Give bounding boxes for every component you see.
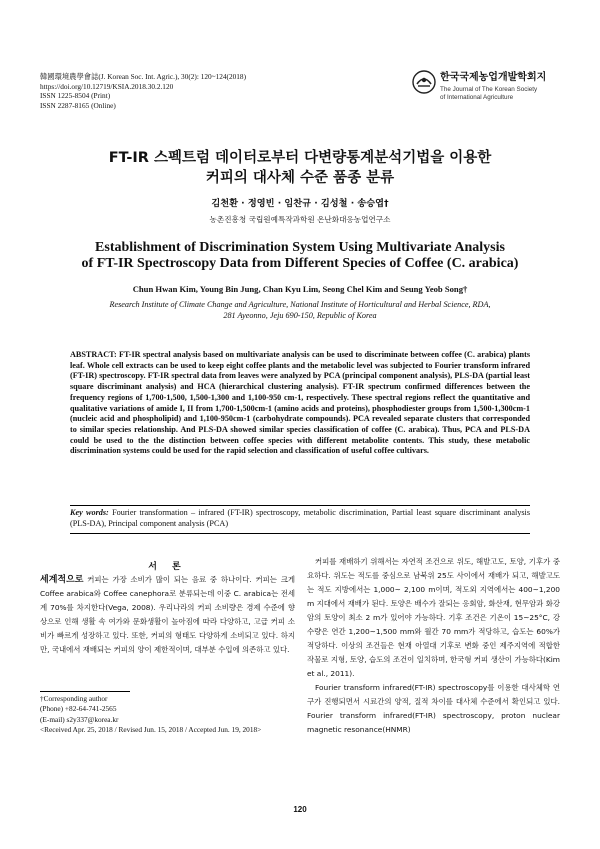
authors-korean: 김천환 · 정영빈 · 임찬규 · 김성철 · 송승엽† (211, 198, 389, 209)
intro-text-left: 커피는 가장 소비가 많이 되는 음료 중 하나이다. 커피는 크게 Coffee arabica와 Coffee canephora로 분류되는데 이중 C. arabica는 전세계 70%를 차지한다(Vega, 2008). 우리나라의 커피 소비량은 경제 수준에 향상으로 인해 생활 속 여가와 문화생활이 높아짐에 따라 다양하고, 고급 커피 소비가 빠르게 성장하고 있다. 또한, 커피의 형태도 다양하게 소비되고 있다. 하지만, 국내에서 재배되는 커피의 양이 제한적이며, 대부분 수입에 의존하고 있다. (40, 575, 295, 654)
issn-print: ISSN 1225-8504 (Print) (40, 91, 111, 101)
society-logo-icon (412, 70, 436, 94)
footnote: †Corresponding author (Phone) +82-64-741-2565 (E-mail) s2y337@korea.kr <Received Apr. 25, 2018 / Revised Jun. 15, 2018 / Accepted Jun. 19, 2018> (40, 694, 262, 734)
divider (70, 505, 530, 506)
title-english: Establishment of Discrimination System Using Multivariate Analysis of FT-IR Spectroscopy Data from Different Species of Coffee (C. arabica) (81, 240, 519, 271)
affiliation-korean: 농촌진흥청 국립원예특작과학원 온난화대응농업연구소 (209, 215, 391, 224)
intro-column-right (307, 555, 560, 737)
journal-citation: 韓國環境農學會誌(J. Korean Soc. Int. Agric.), 30(2): 120~124(2018) (40, 72, 247, 81)
abstract (70, 350, 530, 457)
society-name-en: The Journal of The Korean Society of International Agriculture (440, 86, 538, 101)
divider (70, 533, 530, 534)
authors-english: Chun Hwan Kim, Young Bin Jung, Chan Kyu Lim, Seong Chel Kim and Seung Yeob Song† (132, 284, 468, 294)
journal-header (40, 72, 246, 110)
intro-paragraph: Fourier transform infrared(FT-IR) spectroscopy를 이용한 대사체학 연구가 진행되면서 시료간의 양적, 질적 차이를 대사체 수준에서 확인되고 있다. Fourier transform infrared(FT-IR) spectroscopy, proton nuclear magnetic resonance(HNMR) (307, 683, 560, 734)
abstract-label: ABSTRACT: (70, 350, 117, 359)
society-name-ko: 한국국제농업개발학회지 (440, 72, 547, 83)
affiliation-english: Research Institute of Climate Change and Agriculture, National Institute of Horticultural and Herbal Science, RDA, 281 Ayeonno, Jeju 690-150, Republic of Korea (109, 300, 491, 320)
keywords-text: Fourier transformation – infrared (FT-IR) spectroscopy, metabolic discrimination, Partial least square discriminant analysis (PLS-DA), Principal component analysis (PCA) (70, 508, 531, 528)
keywords-label: Key words: (70, 508, 109, 517)
abstract-text: FT-IR spectral analysis based on multivariate analysis can be used to discriminate between coffee (C. arabica) plants leaf. Whole cell extracts can be used to keep eight coffee plants and the metabolic level was subjected to Fourier transform infrared (FT-IR) spectroscopy. FT-IR spectral data from leaves were analyzed by PCA (principal component analysis), PLS-DA (partial least square discriminant analysis) and HCA (hierarchical clustering analysis). FT-IR spectrum confirmed differences between the frequency regions of 1,700-1,500, 1,500-1,300 and 1,100-950 cm-1, respectively. These spectral regions reflect the quantitative and qualitative variations of amide I, II from 1,700-1,500cm-1 (amino acids and proteins), phosphodiester groups from 1,500-1,300cm-1 (nucleic acid and phospholipid) and 1,100-950cm-1 (carbohydrate compounds). PCA revealed separate clusters that corresponded to similar species relationship. And PLS-DA showed similar species classification of coffee (C. arabica). Thus, PCA and PLS-DA could be used to the the distinction between coffee species with different metabolite contents. This study, these metabolic discrimination systems could be used for the rapid selection and classification of useful coffee cultivars. (70, 350, 530, 456)
footnote-rule (40, 691, 130, 692)
doi-link[interactable]: https://doi.org/10.12719/KSIA.2018.30.2.120 (40, 81, 174, 91)
issn-online: ISSN 2287-8165 (Online) (40, 100, 116, 110)
section-heading: 서 론 (148, 562, 187, 572)
intro-column-left (40, 573, 295, 657)
title-korean: FT-IR 스펙트럼 데이터로부터 다변량통계분석기법을 이용한 커피의 대사체 수준 품종 분류 (108, 150, 492, 186)
intro-paragraph: 커피를 재배하기 위해서는 자연적 조건으로 위도, 해발고도, 토양, 기후가 중요하다. 위도는 적도를 중심으로 남북위 25도 사이에서 재배가 되고, 해발고도는 적도 지방에서는 1,000~ 2,100 m이며, 적도외 지역에서는 400~1,200 m 지대에서 재배가 된다. 토양은 배수가 잘되는 응회암, 화산재, 현무암과 화강암의 토양이 최소 2 m가 있어야 가능하다. 기후 조건은 기온이 15~25°C, 강수량은 연간 1,200~1,500 mm와 월간 70 mm가 적당하고, 습도는 60%가 적당하다. 이상의 조건들은 현재 아열대 기후로 변화 중인 제주지역에 적합한 작물로 지형, 토양, 습도의 조건이 일치하며, 한국형 커피 생산이 가능하다(Kim et al., 2011). (307, 557, 560, 678)
page-number: 120 (293, 805, 307, 814)
keywords (70, 508, 530, 529)
intro-lead: 세계적으로 (40, 575, 84, 585)
